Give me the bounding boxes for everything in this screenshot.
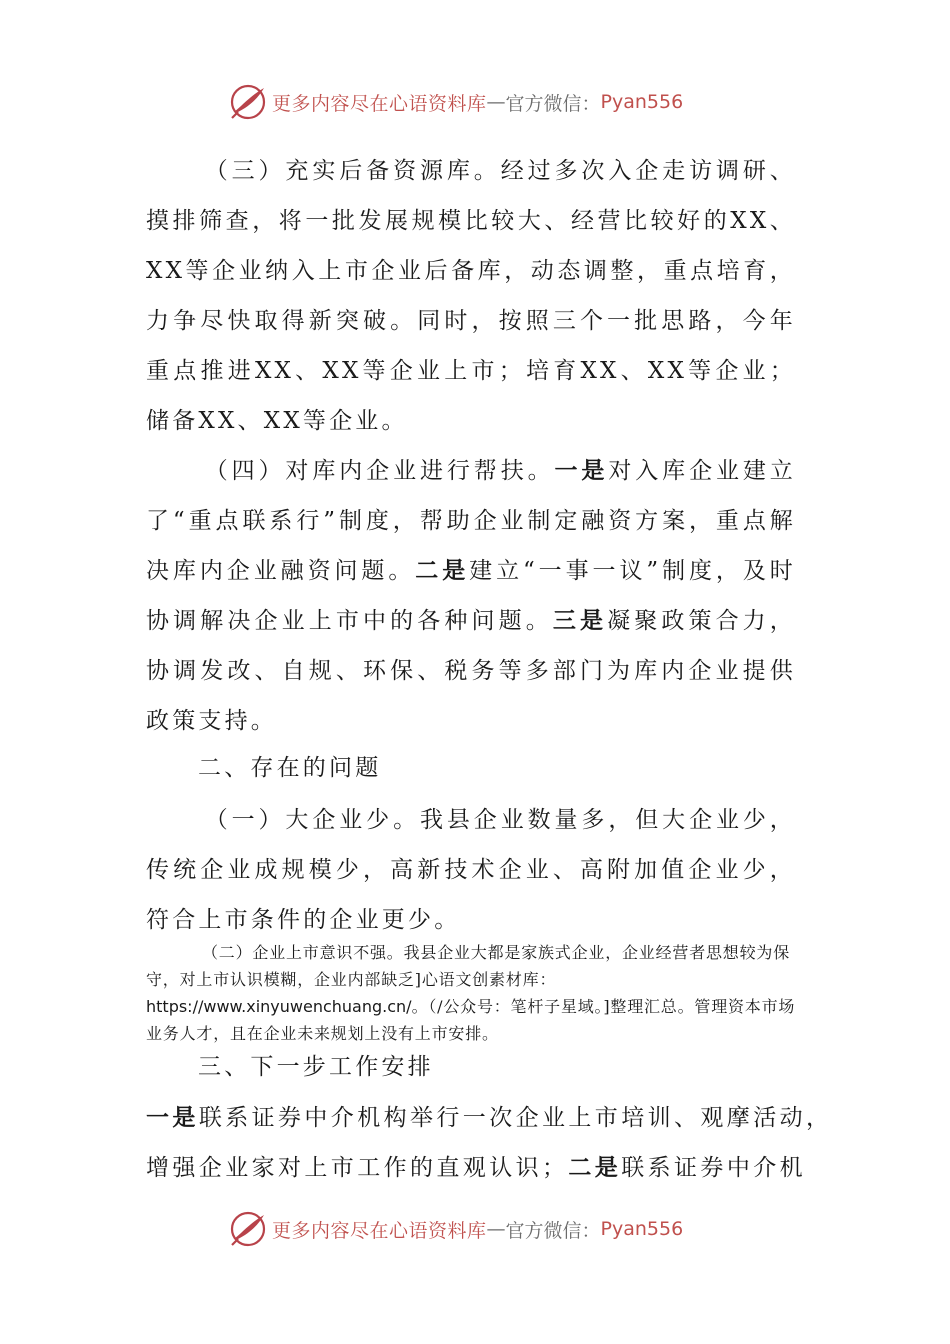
source-url-link[interactable]: https://www.xinyuwenchuang.cn/ <box>146 997 412 1016</box>
paragraph-next-steps <box>146 1093 836 1193</box>
banner-wechat-id: Pyan556 <box>600 91 684 113</box>
paragraph-backup-resource <box>146 146 796 446</box>
paragraph-intro: （四）对库内企业进行帮扶。 <box>204 458 555 484</box>
paragraph-text-first: 联系证券中介机构举行一次企业上市培训、观摩活动，增强企业家对上市工作的直观认识； <box>146 1105 833 1181</box>
section-heading-problems: 二、存在的问题 <box>198 755 382 781</box>
paragraph-few-large-enterprises <box>146 795 796 945</box>
banner-separator: — <box>486 1218 506 1240</box>
paragraph-text-first: 对入库企业建立了“重点联系行”制度，帮助企业制定融资方案，重点解决库内企业融资问题。 <box>146 458 796 584</box>
paragraph-listing-awareness <box>146 939 806 1047</box>
bold-marker-third: 三是 <box>552 607 608 634</box>
header-banner <box>228 80 748 124</box>
paragraph-enterprise-support <box>146 446 796 746</box>
paragraph-text-a: （二）企业上市意识不强。我县企业大都是家族式企业，企业经营者思想较为保守，对上市认识模糊，企业内部缺乏]心语文创素材库： <box>146 943 791 989</box>
paragraph-text-third: 凝聚政策合力，协调发改、自规、环保、税务等多部门为库内企业提供政策支持。 <box>146 608 797 734</box>
bold-marker-first: 一是 <box>146 1104 199 1131</box>
bold-marker-first: 一是 <box>554 457 609 484</box>
banner-main-text: 更多内容尽在心语资料库 <box>272 92 487 115</box>
section-heading-next-steps: 三、下一步工作安排 <box>198 1054 434 1080</box>
banner-separator: — <box>486 91 506 113</box>
quill-pen-logo-icon <box>228 1209 268 1249</box>
banner-main-text: 更多内容尽在心语资料库 <box>272 1219 487 1242</box>
banner-wechat-id: Pyan556 <box>600 1218 684 1240</box>
paragraph-text: （三）充实后备资源库。经过多次入企走访调研、摸排筛查，将一批发展规模比较大、经营比较好的XX、XX等企业纳入上市企业后备库，动态调整，重点培育，力争尽快取得新突破。同时，按照三个一批思路，今年重点推进XX、XX等企业上市；培育XX、XX等企业；储备XX、XX等企业。 <box>146 158 796 434</box>
paragraph-text: （一）大企业少。我县企业数量多，但大企业少，传统企业成规模少，高新技术企业、高附加值企业少，符合上市条件的企业更少。 <box>146 807 796 933</box>
footer-banner <box>228 1207 748 1251</box>
bold-marker-second: 二是 <box>415 557 470 584</box>
quill-pen-logo-icon <box>228 82 268 122</box>
paragraph-text-second: 建立“一事一议”制度，及时协调解决企业上市中的各种问题。 <box>146 558 796 634</box>
bold-marker-second: 二是 <box>568 1154 622 1181</box>
paragraph-text-b: 。（/公众号：笔杆子星域。]整理汇总。管理资本市场业务人才，且在企业未来规划上没有上市安排。 <box>146 997 796 1043</box>
banner-wechat-label: 官方微信： <box>505 92 601 115</box>
paragraph-text-second: 联系证券中介机 <box>621 1155 807 1181</box>
banner-wechat-label: 官方微信： <box>505 1219 601 1242</box>
